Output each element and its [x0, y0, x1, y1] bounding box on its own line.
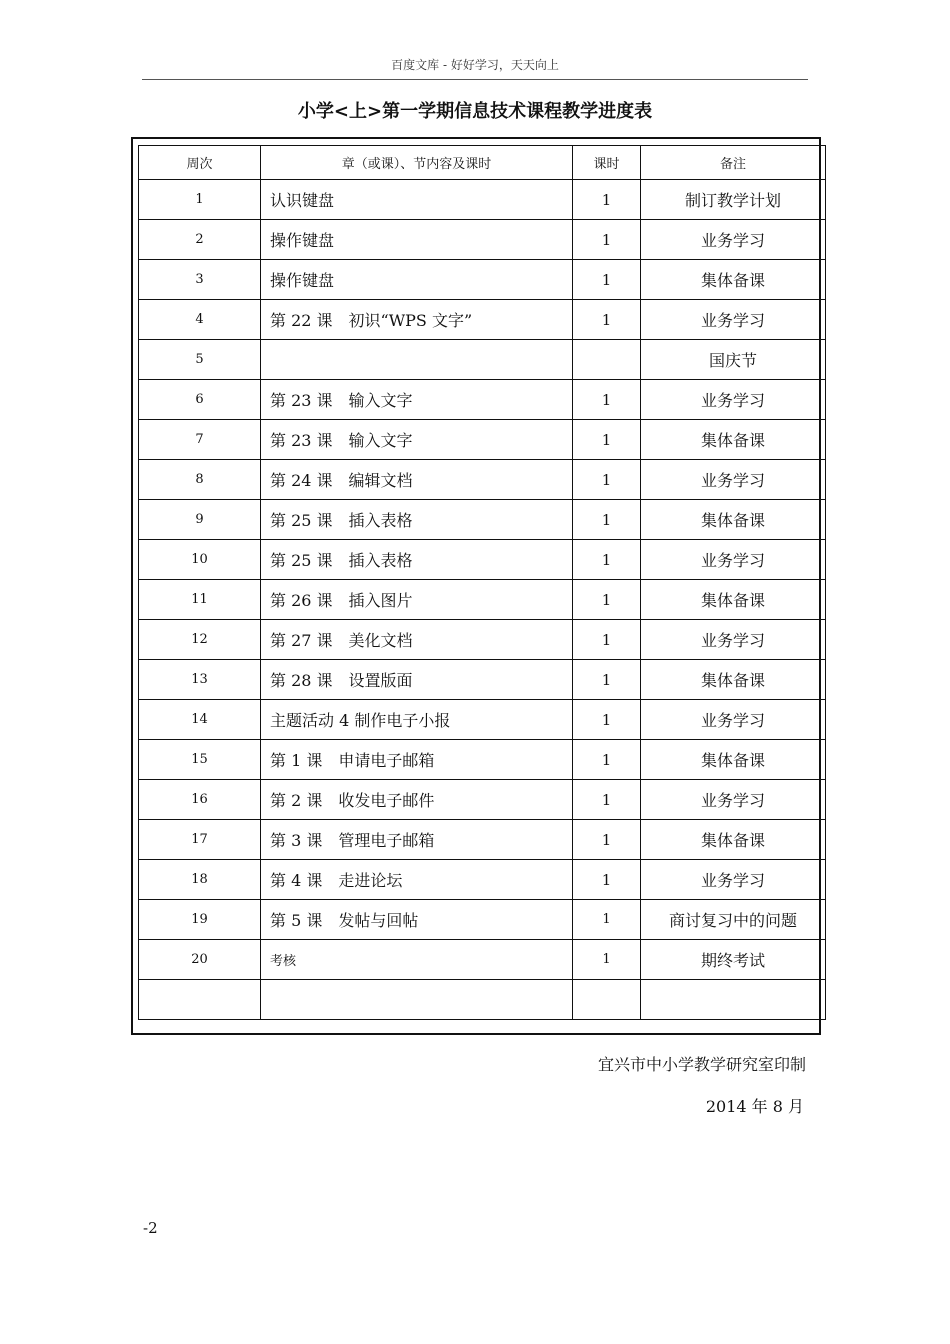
week-cell: 18	[139, 860, 261, 900]
content-cell: 第 27 课 美化文档	[261, 620, 573, 660]
content-cell	[261, 980, 573, 1020]
content-cell: 第 25 课 插入表格	[261, 500, 573, 540]
hours-cell: 1	[573, 700, 641, 740]
table-row	[139, 740, 826, 780]
content-cell	[261, 340, 573, 380]
page-number: -2	[143, 1219, 158, 1237]
week-cell: 4	[139, 300, 261, 340]
hours-cell: 1	[573, 180, 641, 220]
week-cell: 6	[139, 380, 261, 420]
hours-cell: 1	[573, 740, 641, 780]
note-cell: 集体备课	[641, 660, 826, 700]
note-cell: 集体备课	[641, 580, 826, 620]
week-cell: 20	[139, 940, 261, 980]
content-cell: 主题活动 4 制作电子小报	[261, 700, 573, 740]
table-row	[139, 180, 826, 220]
note-cell: 制订教学计划	[641, 180, 826, 220]
note-cell: 集体备课	[641, 420, 826, 460]
note-cell: 期终考试	[641, 940, 826, 980]
document-title: 小学<上>第一学期信息技术课程教学进度表	[297, 101, 653, 122]
week-cell: 13	[139, 660, 261, 700]
table-row	[139, 220, 826, 260]
hours-cell: 1	[573, 900, 641, 940]
table-row	[139, 540, 826, 580]
hours-cell	[573, 340, 641, 380]
table-row	[139, 820, 826, 860]
table-row	[139, 900, 826, 940]
hours-cell: 1	[573, 780, 641, 820]
week-cell: 15	[139, 740, 261, 780]
hours-cell	[573, 980, 641, 1020]
column-header-note: 备注	[641, 146, 826, 180]
table-row	[139, 340, 826, 380]
content-cell: 认识键盘	[261, 180, 573, 220]
table-row	[139, 940, 826, 980]
content-cell: 第 28 课 设置版面	[261, 660, 573, 700]
column-header-hours: 课时	[573, 146, 641, 180]
table-row	[139, 380, 826, 420]
content-cell: 第 26 课 插入图片	[261, 580, 573, 620]
content-cell: 第 25 课 插入表格	[261, 540, 573, 580]
hours-cell: 1	[573, 420, 641, 460]
hours-cell: 1	[573, 620, 641, 660]
week-cell: 10	[139, 540, 261, 580]
week-cell: 9	[139, 500, 261, 540]
content-cell: 考核	[261, 940, 573, 980]
note-cell: 业务学习	[641, 220, 826, 260]
week-cell	[139, 980, 261, 1020]
week-cell: 12	[139, 620, 261, 660]
hours-cell: 1	[573, 940, 641, 980]
content-cell: 第 23 课 输入文字	[261, 420, 573, 460]
table-row	[139, 260, 826, 300]
note-cell: 业务学习	[641, 860, 826, 900]
content-cell: 第 5 课 发帖与回帖	[261, 900, 573, 940]
hours-cell: 1	[573, 860, 641, 900]
week-cell: 14	[139, 700, 261, 740]
table-row	[139, 420, 826, 460]
week-cell: 8	[139, 460, 261, 500]
note-cell: 集体备课	[641, 740, 826, 780]
hours-cell: 1	[573, 300, 641, 340]
table-row	[139, 780, 826, 820]
table-row	[139, 500, 826, 540]
hours-cell: 1	[573, 380, 641, 420]
note-cell: 业务学习	[641, 540, 826, 580]
content-cell: 第 24 课 编辑文档	[261, 460, 573, 500]
note-cell	[641, 980, 826, 1020]
note-cell: 集体备课	[641, 500, 826, 540]
column-header-content: 章（或课）、节内容及课时	[261, 146, 573, 180]
table-row	[139, 860, 826, 900]
content-cell: 第 22 课 初识“WPS 文字”	[261, 300, 573, 340]
content-cell: 第 23 课 输入文字	[261, 380, 573, 420]
header-divider	[142, 79, 808, 80]
note-cell: 业务学习	[641, 620, 826, 660]
content-cell: 第 2 课 收发电子邮件	[261, 780, 573, 820]
schedule-table	[138, 145, 826, 1020]
note-cell: 业务学习	[641, 700, 826, 740]
content-cell: 第 3 课 管理电子邮箱	[261, 820, 573, 860]
footer-date: 2014 年 8 月	[705, 1097, 804, 1116]
column-header-week: 周次	[139, 146, 261, 180]
table-row	[139, 700, 826, 740]
note-cell: 业务学习	[641, 460, 826, 500]
week-cell: 11	[139, 580, 261, 620]
table-row	[139, 620, 826, 660]
week-cell: 16	[139, 780, 261, 820]
note-cell: 集体备课	[641, 260, 826, 300]
week-cell: 17	[139, 820, 261, 860]
week-cell: 3	[139, 260, 261, 300]
hours-cell: 1	[573, 660, 641, 700]
hours-cell: 1	[573, 260, 641, 300]
table-row	[139, 980, 826, 1020]
hours-cell: 1	[573, 460, 641, 500]
content-cell: 第 1 课 申请电子邮箱	[261, 740, 573, 780]
hours-cell: 1	[573, 540, 641, 580]
content-cell: 操作键盘	[261, 260, 573, 300]
table-row	[139, 660, 826, 700]
content-cell: 第 4 课 走进论坛	[261, 860, 573, 900]
week-cell: 1	[139, 180, 261, 220]
week-cell: 7	[139, 420, 261, 460]
note-cell: 国庆节	[641, 340, 826, 380]
note-cell: 业务学习	[641, 380, 826, 420]
table-header-row	[139, 146, 826, 180]
hours-cell: 1	[573, 500, 641, 540]
table-row	[139, 460, 826, 500]
hours-cell: 1	[573, 820, 641, 860]
page-header: 百度文库 - 好好学习，天天向上	[391, 58, 559, 72]
week-cell: 19	[139, 900, 261, 940]
content-cell: 操作键盘	[261, 220, 573, 260]
hours-cell: 1	[573, 580, 641, 620]
week-cell: 2	[139, 220, 261, 260]
note-cell: 商讨复习中的问题	[641, 900, 826, 940]
note-cell: 集体备课	[641, 820, 826, 860]
table-row	[139, 580, 826, 620]
week-cell: 5	[139, 340, 261, 380]
hours-cell: 1	[573, 220, 641, 260]
note-cell: 业务学习	[641, 780, 826, 820]
note-cell: 业务学习	[641, 300, 826, 340]
footer-organization: 宜兴市中小学教学研究室印制	[597, 1055, 806, 1074]
table-row	[139, 300, 826, 340]
